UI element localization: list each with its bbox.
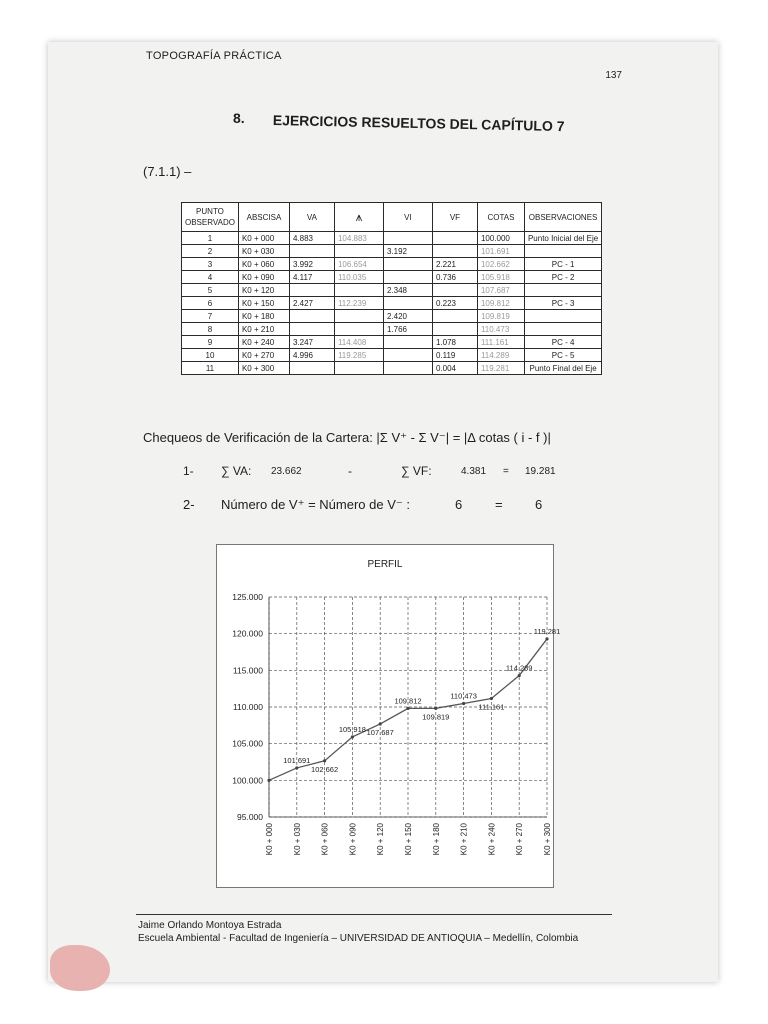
data-label: 111.161 (478, 702, 505, 712)
table-cell: 3.247 (289, 336, 334, 349)
check1-vf-value: 4.381 (461, 466, 487, 477)
table-cell: K0 + 120 (238, 284, 289, 297)
x-tick-label: K0 + 300 (543, 823, 552, 856)
check2-text: Número de V⁺ = Número de V⁻ : (221, 497, 410, 512)
check1-vf-label: ∑ VF: (401, 464, 432, 478)
profile-chart-svg (217, 545, 561, 887)
table-cell: PC - 1 (524, 258, 601, 271)
table-cell: K0 + 150 (238, 297, 289, 310)
table-cell: 4.996 (289, 349, 334, 362)
table-cell: 6 (182, 297, 239, 310)
data-point (490, 697, 493, 700)
table-cell: 3.192 (383, 245, 432, 258)
table-cell (432, 245, 477, 258)
data-label: 119.281 (533, 626, 561, 636)
y-tick-label: 120.000 (232, 628, 263, 639)
y-tick-label: 115.000 (232, 665, 263, 676)
table-cell: K0 + 180 (238, 310, 289, 323)
table-cell (432, 232, 477, 245)
table-cell: 10 (182, 349, 239, 362)
table-cell (334, 362, 383, 375)
table-row (182, 232, 602, 245)
data-point (267, 779, 270, 782)
section-title: EJERCICIOS RESUELTOS DEL CAPÍTULO 7 (272, 112, 565, 135)
check2-left-value: 6 (455, 497, 463, 512)
table-cell: K0 + 000 (238, 232, 289, 245)
table-cell: 1.078 (432, 336, 477, 349)
table-cell: PC - 3 (524, 297, 601, 310)
table-cell: K0 + 210 (238, 323, 289, 336)
table-cell: 7 (182, 310, 239, 323)
table-cell (334, 284, 383, 297)
check2-right-value: 6 (535, 497, 543, 512)
table-cell: 4 (182, 271, 239, 284)
table-cell: Punto Inicial del Eje (524, 232, 601, 245)
table-cell: 8 (182, 323, 239, 336)
table-cell: 5 (182, 284, 239, 297)
table-cell: 114.408 (334, 336, 383, 349)
table-cell: Punto Final del Eje (524, 362, 601, 375)
table-cell: 3 (182, 258, 239, 271)
table-row (182, 336, 602, 349)
table-cell: PC - 2 (524, 271, 601, 284)
col-ai: ⩚ (334, 203, 383, 232)
table-cell (289, 323, 334, 336)
table-cell: K0 + 270 (238, 349, 289, 362)
data-point (323, 759, 326, 762)
col-va: VA (289, 203, 334, 232)
table-cell: 119.281 (477, 362, 524, 375)
check-line-2 (183, 497, 603, 513)
table-cell: 2.348 (383, 284, 432, 297)
table-cell (524, 310, 601, 323)
table-cell: 2 (182, 245, 239, 258)
table-cell: 112.239 (334, 297, 383, 310)
table-row (182, 349, 602, 362)
table-cell (432, 323, 477, 336)
check1-va-label: ∑ VA: (221, 464, 252, 478)
col-vf: VF (432, 203, 477, 232)
table-row (182, 284, 602, 297)
table-cell: K0 + 240 (238, 336, 289, 349)
table-cell (524, 284, 601, 297)
table-cell: 1.766 (383, 323, 432, 336)
table-row (182, 271, 602, 284)
y-tick-label: 110.000 (232, 702, 263, 712)
table-cell (383, 362, 432, 375)
data-point (518, 674, 521, 677)
table-row (182, 362, 602, 375)
footer-school: Escuela Ambiental - Facultad de Ingeniería – UNIVERSIDAD DE ANTIOQUIA – Medellín, Colombia (138, 933, 579, 944)
section-number: 8. (233, 110, 245, 126)
data-label: 102.662 (311, 764, 339, 774)
data-label: 107.687 (366, 727, 394, 737)
book-title: TOPOGRAFÍA PRÁCTICA (146, 50, 282, 62)
table-cell: 2.221 (432, 258, 477, 271)
table-header-row (182, 203, 602, 232)
data-label: 105.918 (338, 724, 366, 734)
table-cell: 110.035 (334, 271, 383, 284)
table-row (182, 245, 602, 258)
data-point (462, 702, 465, 705)
data-point (545, 637, 548, 640)
col-punto: PUNTO OBSERVADO (182, 203, 239, 232)
x-tick-label: K0 + 090 (348, 823, 358, 856)
table-cell (524, 245, 601, 258)
table-cell: 119.285 (334, 349, 383, 362)
table-cell: 110.473 (477, 323, 524, 336)
table-cell (289, 310, 334, 323)
checks-title: Chequeos de Verificación de la Cartera: |Σ V⁺ - Σ V⁻| = |Δ cotas ( i - f )| (143, 430, 551, 445)
table-cell: PC - 5 (524, 349, 601, 362)
table-body (182, 232, 602, 375)
table-cell (432, 284, 477, 297)
table-cell: K0 + 300 (238, 362, 289, 375)
col-vi: VI (383, 203, 432, 232)
table-row (182, 310, 602, 323)
table-cell: 102.662 (477, 258, 524, 271)
table-cell: 0.736 (432, 271, 477, 284)
x-tick-label: K0 + 240 (487, 823, 497, 856)
data-label: 110.473 (450, 691, 477, 701)
x-tick-label: K0 + 000 (265, 823, 274, 856)
table-cell: 2.420 (383, 310, 432, 323)
profile-chart (216, 544, 561, 888)
exercise-label: (7.1.1) – (143, 164, 192, 179)
y-tick-label: 105.000 (232, 738, 263, 749)
table-cell (432, 310, 477, 323)
thumb (50, 945, 110, 991)
table-cell: 9 (182, 336, 239, 349)
table-cell (383, 271, 432, 284)
table-cell (334, 323, 383, 336)
check2-number: 2- (183, 497, 195, 512)
check-line-1 (183, 464, 603, 480)
table-cell: 107.687 (477, 284, 524, 297)
data-point (295, 766, 298, 769)
data-label: 109.819 (422, 712, 450, 722)
check1-number: 1- (183, 464, 194, 478)
table-cell: K0 + 090 (238, 271, 289, 284)
y-tick-label: 100.000 (232, 775, 263, 786)
table-cell (524, 323, 601, 336)
table-row (182, 258, 602, 271)
table-cell: 101.691 (477, 245, 524, 258)
table-cell: K0 + 030 (238, 245, 289, 258)
table-cell: 100.000 (477, 232, 524, 245)
check1-va-value: 23.662 (271, 466, 302, 477)
table-cell: 0.223 (432, 297, 477, 310)
table-cell: K0 + 060 (238, 258, 289, 271)
table-cell: 0.119 (432, 349, 477, 362)
x-tick-label: K0 + 150 (404, 823, 413, 856)
col-cotas: COTAS (477, 203, 524, 232)
data-label: 101.691 (283, 755, 311, 765)
data-point (351, 735, 354, 738)
data-label: 114.289 (505, 663, 533, 673)
data-point (406, 707, 409, 710)
y-tick-label: 95.000 (237, 812, 263, 822)
table-cell (383, 258, 432, 271)
table-cell (383, 232, 432, 245)
table-cell: 111.161 (477, 336, 524, 349)
table-cell: 3.992 (289, 258, 334, 271)
x-tick-label: K0 + 060 (320, 823, 330, 856)
table-cell: 109.812 (477, 297, 524, 310)
check1-minus: - (348, 464, 352, 478)
x-tick-label: K0 + 210 (459, 823, 469, 856)
table-cell (289, 245, 334, 258)
table-cell: 2.427 (289, 297, 334, 310)
table-cell (383, 349, 432, 362)
x-tick-label: K0 + 270 (515, 823, 525, 856)
check1-result: 19.281 (525, 466, 556, 477)
table-cell (334, 245, 383, 258)
col-abscisa: ABSCISA (238, 203, 289, 232)
footer-author: Jaime Orlando Montoya Estrada (138, 920, 282, 931)
table-cell (289, 362, 334, 375)
table-cell: 114.289 (477, 349, 524, 362)
table-cell: 1 (182, 232, 239, 245)
data-point (434, 707, 437, 710)
x-tick-label: K0 + 030 (292, 823, 302, 856)
page-number: 137 (605, 70, 622, 81)
table-row (182, 297, 602, 310)
table-cell: 104.883 (334, 232, 383, 245)
footer-divider (136, 914, 612, 915)
x-tick-label: K0 + 180 (431, 823, 441, 856)
table-cell (383, 336, 432, 349)
x-tick-label: K0 + 120 (376, 823, 386, 856)
table-cell: 109.819 (477, 310, 524, 323)
check1-equals: = (503, 466, 509, 477)
table-cell (334, 310, 383, 323)
col-observaciones: OBSERVACIONES (524, 203, 601, 232)
leveling-table (181, 202, 602, 375)
table-cell (383, 297, 432, 310)
table-cell (289, 284, 334, 297)
table-cell: 105.918 (477, 271, 524, 284)
table-cell: 4.117 (289, 271, 334, 284)
table-cell: 106.654 (334, 258, 383, 271)
chart-title: PERFIL (367, 559, 403, 570)
table-cell: PC - 4 (524, 336, 601, 349)
data-label: 109.812 (394, 696, 422, 706)
table-cell: 11 (182, 362, 239, 375)
table-cell: 0.004 (432, 362, 477, 375)
document-page (48, 42, 718, 982)
y-tick-label: 125.000 (232, 592, 263, 602)
check2-equals: = (495, 497, 503, 512)
table-cell: 4.883 (289, 232, 334, 245)
table-row (182, 323, 602, 336)
data-point (379, 722, 382, 725)
